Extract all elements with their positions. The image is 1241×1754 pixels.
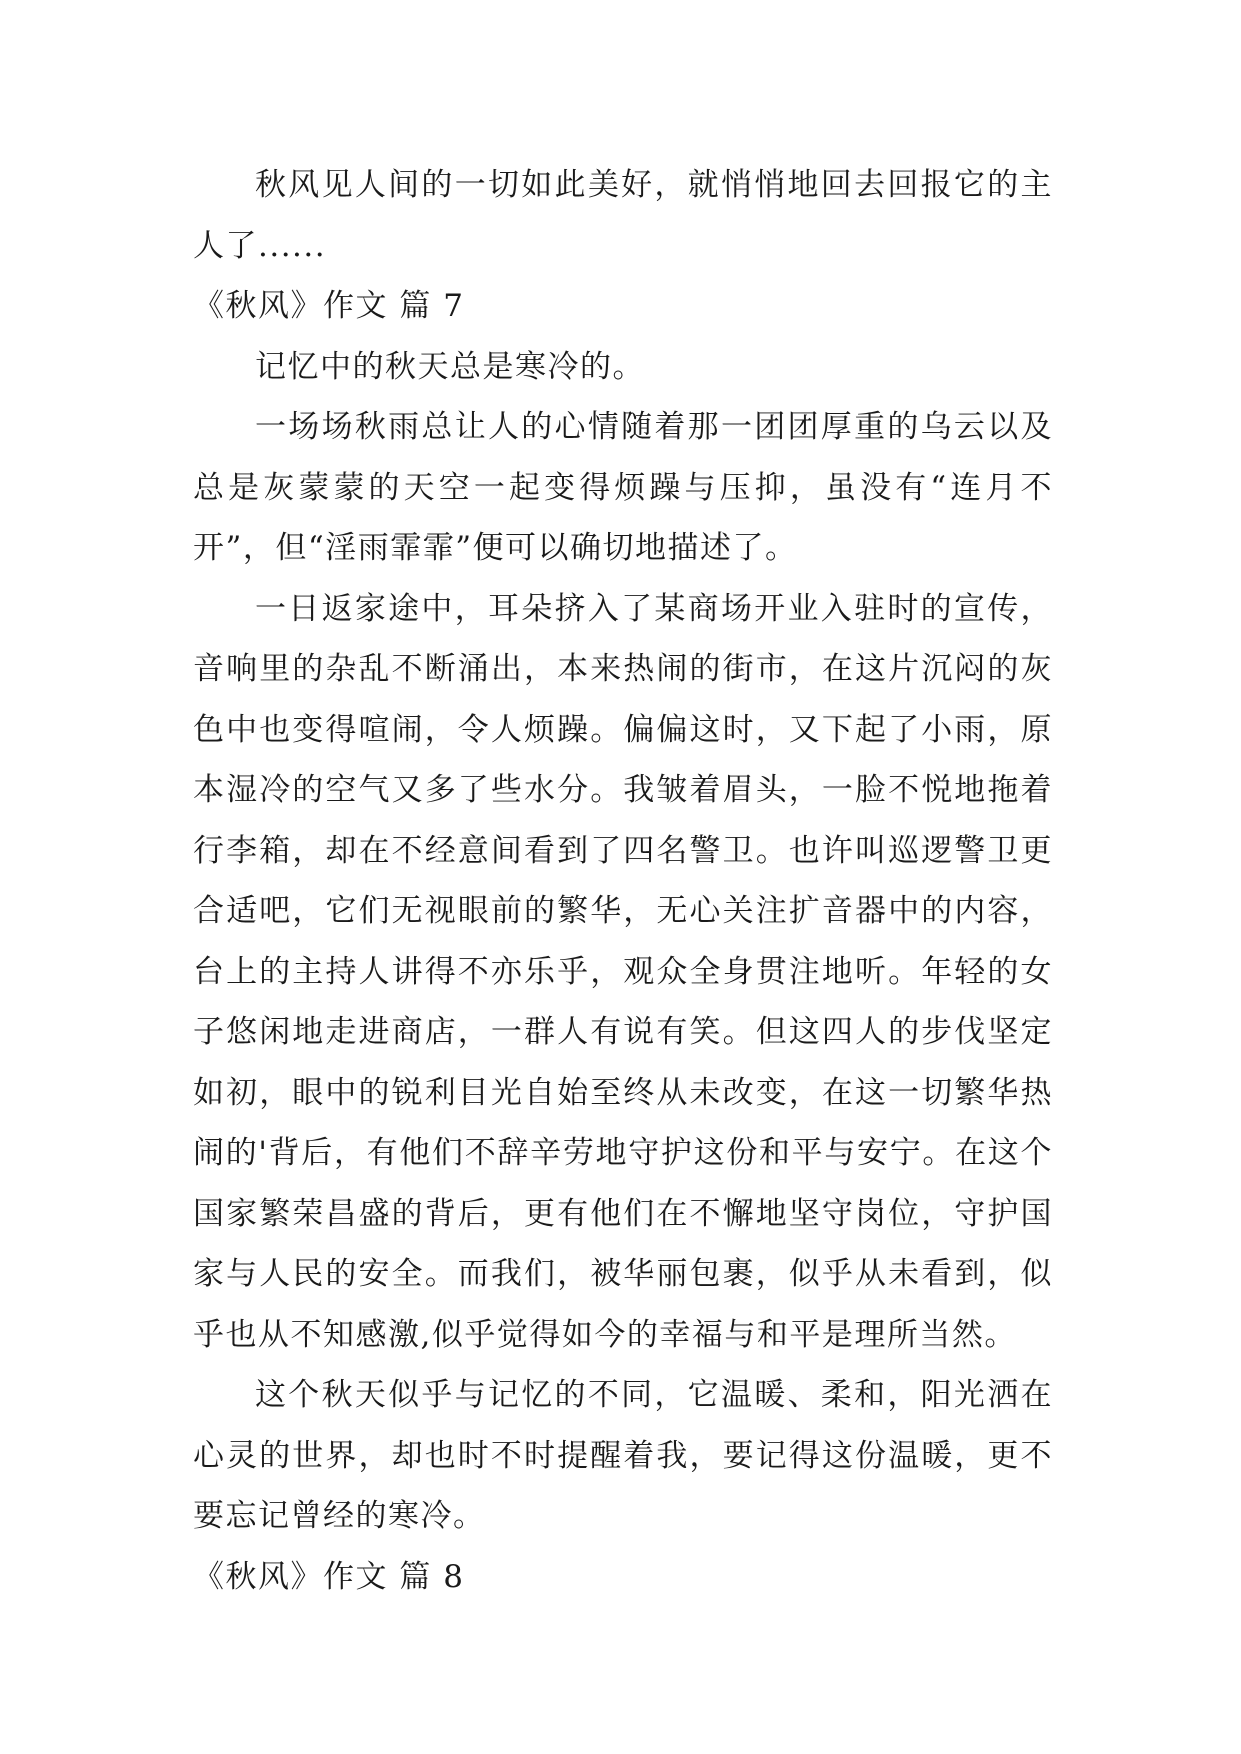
essay-heading-8: 《秋风》作文 篇 8: [193, 1558, 465, 1595]
paragraph-ending: 秋风见人间的一切如此美好，就悄悄地回去回报它的主人了......: [193, 167, 1053, 264]
paragraph-3: 一日返家途中，耳朵挤入了某商场开业入驻时的宣传，音响里的杂乱不断涌出，本来热闹的街市，在这片沉闷的灰色中也变得喧闹，令人烦躁。偏偏这时，又下起了小雨，原本湿冷的空气又多了些水分。我皱着眉头，一脸不悦地拖着行李箱，却在不经意间看到了四名警卫。也许叫巡逻警卫更合适吧，它们无视眼前的繁华，无心关注扩音器中的内容，台上的主持人讲得不亦乐乎，观众全身贯注地听。年轻的女子悠闲地走进商店，一群人有说有笑。但这四人的步伐坚定如初，眼中的锐利目光自始至终从未改变，在这一切繁华热闹的'背后，有他们不辞辛劳地守护这份和平与安宁。在这个国家繁荣昌盛的背后，更有他们在不懈地坚守岗位，守护国家与人民的安全。而我们，被华丽包裹，似乎从未看到，似乎也从不知感激,似乎觉得如今的幸福与和平是理所当然。: [193, 590, 1053, 1353]
document-body: [193, 155, 1053, 1607]
paragraph-2: 一场场秋雨总让人的心情随着那一团团厚重的乌云以及总是灰蒙蒙的天空一起变得烦躁与压抑，虽没有“连月不开”，但“淫雨霏霏”便可以确切地描述了。: [193, 409, 1053, 566]
essay-heading-7: 《秋风》作文 篇 7: [193, 288, 465, 324]
paragraph-4: 这个秋天似乎与记忆的不同，它温暖、柔和，阳光洒在心灵的世界，却也时不时提醒着我，要记得这份温暖，更不要忘记曾经的寒冷。: [193, 1377, 1053, 1534]
paragraph-1: 记忆中的秋天总是寒冷的。: [255, 348, 645, 385]
